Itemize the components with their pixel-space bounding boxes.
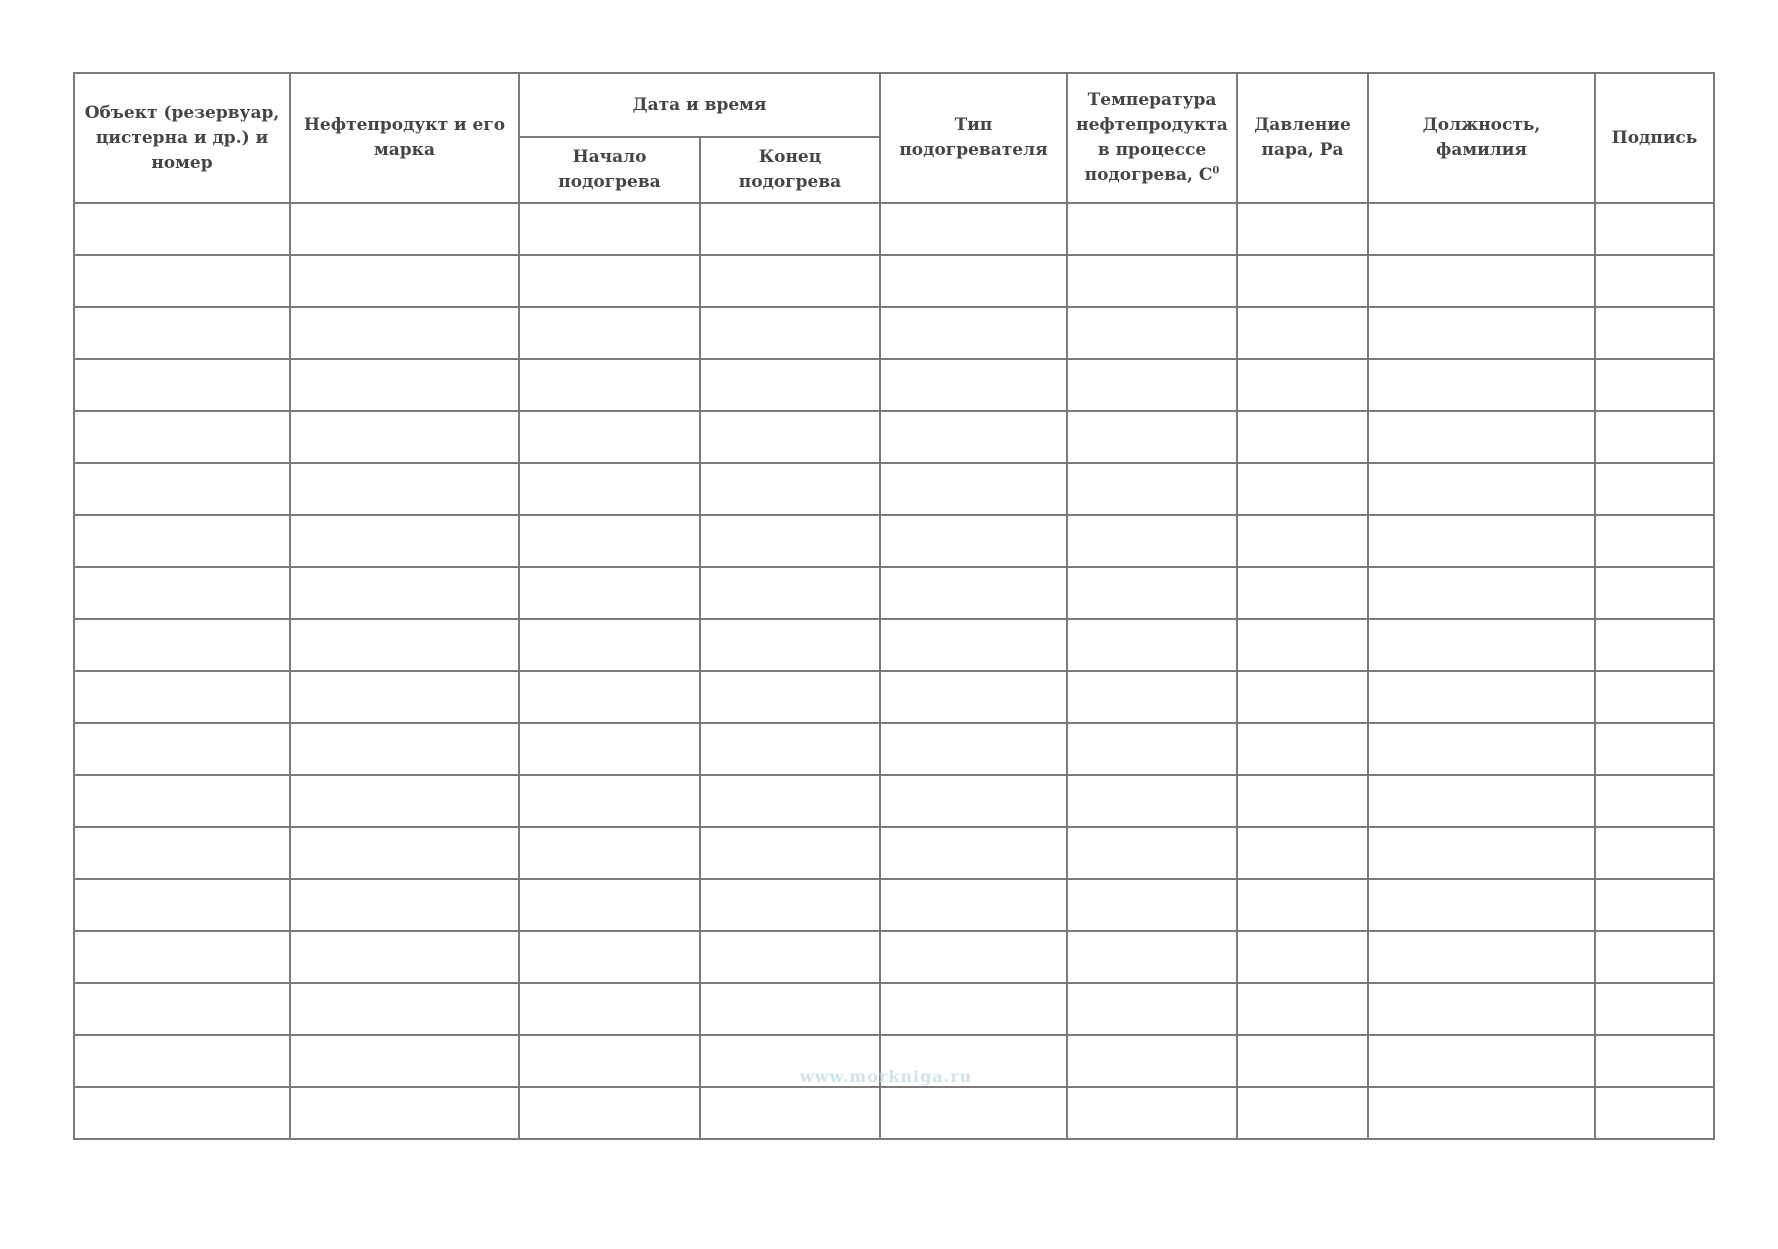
table-cell[interactable] bbox=[290, 203, 519, 255]
table-cell[interactable] bbox=[74, 723, 290, 775]
table-cell[interactable] bbox=[1237, 983, 1368, 1035]
table-row bbox=[74, 203, 1714, 255]
table-cell[interactable] bbox=[1368, 1035, 1595, 1087]
table-cell[interactable] bbox=[1368, 411, 1595, 463]
table-cell[interactable] bbox=[519, 723, 700, 775]
table-cell[interactable] bbox=[1067, 723, 1237, 775]
table-cell[interactable] bbox=[1595, 827, 1714, 879]
header-heater-type: Тип подогревателя bbox=[880, 73, 1067, 203]
table-cell[interactable] bbox=[700, 359, 880, 411]
header-start: Начало подогрева bbox=[519, 137, 700, 203]
table-cell[interactable] bbox=[880, 203, 1067, 255]
table-cell[interactable] bbox=[519, 567, 700, 619]
table-row bbox=[74, 359, 1714, 411]
table-cell[interactable] bbox=[1368, 307, 1595, 359]
header-pressure: Давление пара, Ра bbox=[1237, 73, 1368, 203]
header-position-name: Должность, фамилия bbox=[1368, 73, 1595, 203]
table-cell[interactable] bbox=[519, 1087, 700, 1139]
table-cell[interactable] bbox=[1067, 203, 1237, 255]
table-cell[interactable] bbox=[519, 255, 700, 307]
table-cell[interactable] bbox=[1595, 567, 1714, 619]
header-temperature bbox=[1067, 73, 1237, 203]
table-cell[interactable] bbox=[880, 671, 1067, 723]
table-cell[interactable] bbox=[1067, 1087, 1237, 1139]
table-row bbox=[74, 515, 1714, 567]
table-cell[interactable] bbox=[519, 619, 700, 671]
table-cell[interactable] bbox=[519, 1035, 700, 1087]
table-cell[interactable] bbox=[1067, 879, 1237, 931]
table-cell[interactable] bbox=[74, 463, 290, 515]
table-cell[interactable] bbox=[290, 931, 519, 983]
table-cell[interactable] bbox=[700, 463, 880, 515]
table-cell[interactable] bbox=[1237, 359, 1368, 411]
table-cell[interactable] bbox=[290, 671, 519, 723]
table-cell[interactable] bbox=[1067, 567, 1237, 619]
table-cell[interactable] bbox=[74, 931, 290, 983]
table-cell[interactable] bbox=[880, 775, 1067, 827]
table-row bbox=[74, 411, 1714, 463]
table-cell[interactable] bbox=[1595, 307, 1714, 359]
table-cell[interactable] bbox=[1067, 827, 1237, 879]
table-cell[interactable] bbox=[519, 203, 700, 255]
table-cell[interactable] bbox=[880, 1087, 1067, 1139]
table-cell[interactable] bbox=[519, 515, 700, 567]
table-cell[interactable] bbox=[290, 255, 519, 307]
table-cell[interactable] bbox=[1237, 1035, 1368, 1087]
table-cell[interactable] bbox=[700, 879, 880, 931]
table-cell[interactable] bbox=[1237, 775, 1368, 827]
table-cell[interactable] bbox=[1237, 1087, 1368, 1139]
table-row bbox=[74, 567, 1714, 619]
table-cell[interactable] bbox=[1595, 411, 1714, 463]
table-cell[interactable] bbox=[1595, 203, 1714, 255]
table-row bbox=[74, 931, 1714, 983]
watermark: www.morkniga.ru bbox=[800, 1067, 973, 1086]
table-cell[interactable] bbox=[1237, 463, 1368, 515]
table-cell[interactable] bbox=[74, 1087, 290, 1139]
table-cell[interactable] bbox=[519, 463, 700, 515]
table-cell[interactable] bbox=[519, 775, 700, 827]
table-cell[interactable] bbox=[700, 827, 880, 879]
table-cell[interactable] bbox=[1237, 411, 1368, 463]
table-cell[interactable] bbox=[74, 619, 290, 671]
table-cell[interactable] bbox=[700, 775, 880, 827]
table-row bbox=[74, 983, 1714, 1035]
table-row bbox=[74, 827, 1714, 879]
table-cell[interactable] bbox=[880, 931, 1067, 983]
table-cell[interactable] bbox=[880, 515, 1067, 567]
table-cell[interactable] bbox=[1595, 463, 1714, 515]
table-row bbox=[74, 619, 1714, 671]
table-cell[interactable] bbox=[74, 671, 290, 723]
table-cell[interactable] bbox=[1595, 1087, 1714, 1139]
table-cell[interactable] bbox=[700, 255, 880, 307]
table-cell[interactable] bbox=[1595, 359, 1714, 411]
table-cell[interactable] bbox=[1237, 255, 1368, 307]
table-cell[interactable] bbox=[519, 307, 700, 359]
table-cell[interactable] bbox=[1368, 619, 1595, 671]
table-cell[interactable] bbox=[880, 463, 1067, 515]
table-row bbox=[74, 879, 1714, 931]
table-header-row bbox=[74, 73, 1714, 137]
header-product: Нефтепродукт и его марка bbox=[290, 73, 519, 203]
table-cell[interactable] bbox=[1595, 775, 1714, 827]
table-cell[interactable] bbox=[74, 775, 290, 827]
table-cell[interactable] bbox=[290, 827, 519, 879]
table-cell[interactable] bbox=[880, 879, 1067, 931]
table-cell[interactable] bbox=[74, 359, 290, 411]
table-cell[interactable] bbox=[74, 307, 290, 359]
table-cell[interactable] bbox=[700, 671, 880, 723]
table-cell[interactable] bbox=[1595, 983, 1714, 1035]
table-cell[interactable] bbox=[74, 411, 290, 463]
table-cell[interactable] bbox=[519, 879, 700, 931]
table-cell[interactable] bbox=[880, 255, 1067, 307]
table-cell[interactable] bbox=[880, 359, 1067, 411]
header-object: Объект (резервуар, цистерна и др.) и номер bbox=[74, 73, 290, 203]
table-cell[interactable] bbox=[1368, 879, 1595, 931]
table-cell[interactable] bbox=[519, 671, 700, 723]
table-row bbox=[74, 775, 1714, 827]
table-cell[interactable] bbox=[290, 463, 519, 515]
table-cell[interactable] bbox=[290, 1087, 519, 1139]
table-cell[interactable] bbox=[74, 567, 290, 619]
table-cell[interactable] bbox=[74, 879, 290, 931]
table-cell[interactable] bbox=[1237, 931, 1368, 983]
table-cell[interactable] bbox=[1595, 1035, 1714, 1087]
table-cell[interactable] bbox=[1595, 619, 1714, 671]
table-cell[interactable] bbox=[1067, 1035, 1237, 1087]
table-cell[interactable] bbox=[1237, 619, 1368, 671]
table-cell[interactable] bbox=[1595, 255, 1714, 307]
table-cell[interactable] bbox=[1067, 255, 1237, 307]
table-cell[interactable] bbox=[1368, 827, 1595, 879]
heating-log-form bbox=[73, 72, 1713, 1140]
table-cell[interactable] bbox=[1368, 931, 1595, 983]
table-cell[interactable] bbox=[290, 411, 519, 463]
table-cell[interactable] bbox=[1368, 1087, 1595, 1139]
table-cell[interactable] bbox=[1368, 255, 1595, 307]
table-cell[interactable] bbox=[519, 359, 700, 411]
table-cell[interactable] bbox=[1067, 359, 1237, 411]
table-cell[interactable] bbox=[1368, 671, 1595, 723]
table-cell[interactable] bbox=[1067, 671, 1237, 723]
table-cell[interactable] bbox=[1237, 307, 1368, 359]
table-cell[interactable] bbox=[1368, 983, 1595, 1035]
table-row bbox=[74, 723, 1714, 775]
table-cell[interactable] bbox=[290, 775, 519, 827]
table-cell[interactable] bbox=[1237, 879, 1368, 931]
table-cell[interactable] bbox=[700, 515, 880, 567]
header-temperature-superscript: 0 bbox=[1212, 165, 1220, 177]
table-cell[interactable] bbox=[880, 983, 1067, 1035]
table-cell[interactable] bbox=[1368, 463, 1595, 515]
table-cell[interactable] bbox=[880, 307, 1067, 359]
table-cell[interactable] bbox=[1595, 931, 1714, 983]
table-cell[interactable] bbox=[1067, 307, 1237, 359]
table-cell[interactable] bbox=[880, 827, 1067, 879]
header-end: Конец подогрева bbox=[700, 137, 880, 203]
table-cell[interactable] bbox=[519, 983, 700, 1035]
table-cell[interactable] bbox=[700, 1087, 880, 1139]
table-body bbox=[74, 203, 1714, 1139]
table-cell[interactable] bbox=[880, 567, 1067, 619]
table-cell[interactable] bbox=[1067, 463, 1237, 515]
table-cell[interactable] bbox=[1595, 671, 1714, 723]
header-datetime-group: Дата и время bbox=[519, 73, 880, 137]
table-cell[interactable] bbox=[1368, 203, 1595, 255]
table-cell[interactable] bbox=[290, 619, 519, 671]
table-cell[interactable] bbox=[880, 619, 1067, 671]
table-cell[interactable] bbox=[74, 255, 290, 307]
table-cell[interactable] bbox=[519, 411, 700, 463]
table-cell[interactable] bbox=[290, 1035, 519, 1087]
table-cell[interactable] bbox=[1368, 775, 1595, 827]
table-row bbox=[74, 255, 1714, 307]
table-cell[interactable] bbox=[74, 827, 290, 879]
table-cell[interactable] bbox=[700, 567, 880, 619]
table-cell[interactable] bbox=[290, 515, 519, 567]
table-cell[interactable] bbox=[1368, 515, 1595, 567]
table-cell[interactable] bbox=[290, 359, 519, 411]
table-row bbox=[74, 1087, 1714, 1139]
table-cell[interactable] bbox=[700, 983, 880, 1035]
table-cell[interactable] bbox=[1237, 671, 1368, 723]
table-cell[interactable] bbox=[1368, 723, 1595, 775]
table-cell[interactable] bbox=[290, 567, 519, 619]
table-cell[interactable] bbox=[700, 411, 880, 463]
header-signature: Подпись bbox=[1595, 73, 1714, 203]
table-cell[interactable] bbox=[1237, 203, 1368, 255]
table-cell[interactable] bbox=[1067, 983, 1237, 1035]
table-cell[interactable] bbox=[290, 879, 519, 931]
table-cell[interactable] bbox=[1067, 411, 1237, 463]
table-cell[interactable] bbox=[519, 931, 700, 983]
table-cell[interactable] bbox=[74, 203, 290, 255]
table-cell[interactable] bbox=[519, 827, 700, 879]
table-cell[interactable] bbox=[700, 723, 880, 775]
table-cell[interactable] bbox=[1595, 515, 1714, 567]
header-temperature-label: Температура нефтепродукта в процессе подогрева, С bbox=[1076, 90, 1228, 185]
table-cell[interactable] bbox=[74, 515, 290, 567]
table-cell[interactable] bbox=[700, 307, 880, 359]
table-cell[interactable] bbox=[1368, 567, 1595, 619]
table-cell[interactable] bbox=[1237, 827, 1368, 879]
table-cell[interactable] bbox=[1595, 723, 1714, 775]
table-cell[interactable] bbox=[700, 931, 880, 983]
table-row bbox=[74, 463, 1714, 515]
table-cell[interactable] bbox=[880, 411, 1067, 463]
table-cell[interactable] bbox=[1067, 515, 1237, 567]
table-cell[interactable] bbox=[1067, 931, 1237, 983]
table-cell[interactable] bbox=[1067, 775, 1237, 827]
table-cell[interactable] bbox=[1237, 723, 1368, 775]
table-cell[interactable] bbox=[1368, 359, 1595, 411]
table-cell[interactable] bbox=[700, 619, 880, 671]
table-cell[interactable] bbox=[700, 203, 880, 255]
table-cell[interactable] bbox=[290, 723, 519, 775]
table-cell[interactable] bbox=[74, 983, 290, 1035]
table-cell[interactable] bbox=[1067, 619, 1237, 671]
table-cell[interactable] bbox=[1237, 515, 1368, 567]
table-cell[interactable] bbox=[290, 983, 519, 1035]
table-row bbox=[74, 307, 1714, 359]
table-cell[interactable] bbox=[880, 723, 1067, 775]
table-cell[interactable] bbox=[290, 307, 519, 359]
table-cell[interactable] bbox=[1595, 879, 1714, 931]
table-row bbox=[74, 671, 1714, 723]
heating-log-table bbox=[73, 72, 1715, 1140]
table-cell[interactable] bbox=[1237, 567, 1368, 619]
table-cell[interactable] bbox=[74, 1035, 290, 1087]
